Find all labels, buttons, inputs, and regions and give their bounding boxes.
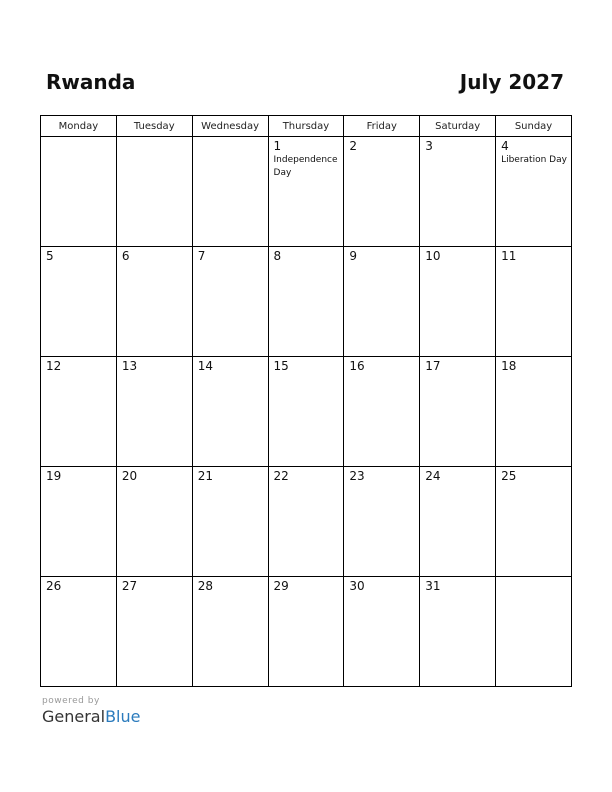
holiday-label xyxy=(269,263,344,264)
weekday-header: Tuesday xyxy=(116,116,192,137)
calendar-header xyxy=(40,70,572,100)
day-cell xyxy=(268,577,344,687)
day-cell xyxy=(420,357,496,467)
holiday-label xyxy=(269,483,344,484)
holiday-label xyxy=(41,373,116,374)
day-number: 2 xyxy=(349,139,358,153)
holiday-label xyxy=(41,593,116,594)
day-cell xyxy=(41,247,117,357)
day-number: 27 xyxy=(121,579,138,593)
day-number: 20 xyxy=(121,469,138,483)
holiday-label xyxy=(344,263,419,264)
day-number: 18 xyxy=(501,359,517,373)
holiday-label xyxy=(344,483,419,484)
day-number: 14 xyxy=(197,359,213,373)
weekday-header: Thursday xyxy=(268,116,344,137)
day-number: 10 xyxy=(425,249,441,263)
day-number: 28 xyxy=(197,579,213,593)
day-cell xyxy=(496,247,572,357)
day-number: 30 xyxy=(349,579,365,593)
calendar-grid xyxy=(40,115,572,687)
day-cell xyxy=(420,577,496,687)
day-cell xyxy=(344,247,420,357)
day-cell xyxy=(41,137,117,247)
holiday-label xyxy=(420,373,495,374)
day-cell xyxy=(192,577,268,687)
brand-name-blue: Blue xyxy=(105,707,141,726)
day-cell xyxy=(344,137,420,247)
day-number: 12 xyxy=(46,359,62,373)
day-number: 17 xyxy=(425,359,441,373)
day-number: 5 xyxy=(46,249,54,263)
holiday-label xyxy=(269,373,344,374)
day-number: 7 xyxy=(197,249,206,263)
day-cell xyxy=(496,137,572,247)
day-cell xyxy=(268,467,344,577)
holiday-label xyxy=(496,263,571,264)
month-year-title: July 2027 xyxy=(459,70,564,94)
holiday-label xyxy=(344,593,419,594)
holiday-label xyxy=(117,483,192,484)
week-row xyxy=(41,137,572,247)
day-cell xyxy=(41,467,117,577)
weekday-header: Sunday xyxy=(496,116,572,137)
holiday-label xyxy=(420,483,495,484)
day-number: 6 xyxy=(121,249,130,263)
day-number: 16 xyxy=(349,359,365,373)
day-cell xyxy=(116,577,192,687)
holiday-label xyxy=(344,153,419,154)
holiday-label xyxy=(496,483,571,484)
country-title: Rwanda xyxy=(46,70,136,94)
day-cell xyxy=(420,137,496,247)
day-cell xyxy=(41,357,117,467)
day-number: 24 xyxy=(425,469,441,483)
day-cell xyxy=(192,137,268,247)
day-number: 13 xyxy=(121,359,138,373)
day-cell xyxy=(344,467,420,577)
holiday-label xyxy=(117,263,192,264)
holiday-label xyxy=(193,373,268,374)
holiday-label xyxy=(41,139,116,140)
holiday-label xyxy=(117,373,192,374)
day-number: 22 xyxy=(273,469,289,483)
day-number: 9 xyxy=(349,249,358,263)
brand-footer xyxy=(42,696,140,726)
day-number: 21 xyxy=(197,469,213,483)
week-row xyxy=(41,357,572,467)
day-cell xyxy=(116,357,192,467)
holiday-label xyxy=(117,593,192,594)
day-number: 26 xyxy=(46,579,62,593)
week-row xyxy=(41,247,572,357)
weekday-header: Saturday xyxy=(420,116,496,137)
holiday-label xyxy=(193,263,268,264)
day-number: 1 xyxy=(273,139,282,153)
holiday-label xyxy=(41,263,116,264)
weekday-header: Friday xyxy=(344,116,420,137)
holiday-label xyxy=(41,483,116,484)
holiday-label xyxy=(193,593,268,594)
day-number: 19 xyxy=(46,469,62,483)
day-cell xyxy=(268,357,344,467)
holiday-label xyxy=(496,579,571,580)
holiday-label xyxy=(193,139,268,140)
day-number: 8 xyxy=(273,249,282,263)
day-number: 15 xyxy=(273,359,289,373)
day-cell xyxy=(268,247,344,357)
holiday-label xyxy=(496,373,571,374)
day-cell xyxy=(496,357,572,467)
holiday-label xyxy=(420,593,495,594)
day-number: 11 xyxy=(501,249,517,263)
holiday-label xyxy=(344,373,419,374)
day-cell xyxy=(192,357,268,467)
day-cell xyxy=(496,467,572,577)
day-cell xyxy=(420,467,496,577)
day-cell xyxy=(344,577,420,687)
day-cell xyxy=(116,467,192,577)
day-cell xyxy=(344,357,420,467)
holiday-label: Liberation Day xyxy=(501,155,567,165)
holiday-label: Independence Day xyxy=(273,155,338,178)
day-cell xyxy=(420,247,496,357)
day-number: 4 xyxy=(501,139,509,153)
day-cell xyxy=(496,577,572,687)
day-number: 3 xyxy=(425,139,433,153)
day-number: 31 xyxy=(425,579,441,593)
day-cell xyxy=(41,577,117,687)
holiday-label xyxy=(420,263,495,264)
brand-name-general: General xyxy=(42,707,106,726)
day-number: 25 xyxy=(501,469,517,483)
day-cell xyxy=(116,137,192,247)
holiday-label xyxy=(117,139,192,140)
brand-logo xyxy=(42,707,140,726)
week-row xyxy=(41,577,572,687)
holiday-label xyxy=(269,593,344,594)
day-number: 23 xyxy=(349,469,365,483)
day-cell xyxy=(192,247,268,357)
day-cell xyxy=(116,247,192,357)
weekday-header-row xyxy=(41,116,572,137)
day-number: 29 xyxy=(273,579,289,593)
weekday-header: Wednesday xyxy=(192,116,268,137)
day-cell xyxy=(192,467,268,577)
day-cell xyxy=(268,137,344,247)
week-row xyxy=(41,467,572,577)
holiday-label xyxy=(420,153,495,154)
holiday-label xyxy=(193,483,268,484)
powered-by-label: powered by xyxy=(42,696,100,706)
weekday-header: Monday xyxy=(41,116,117,137)
